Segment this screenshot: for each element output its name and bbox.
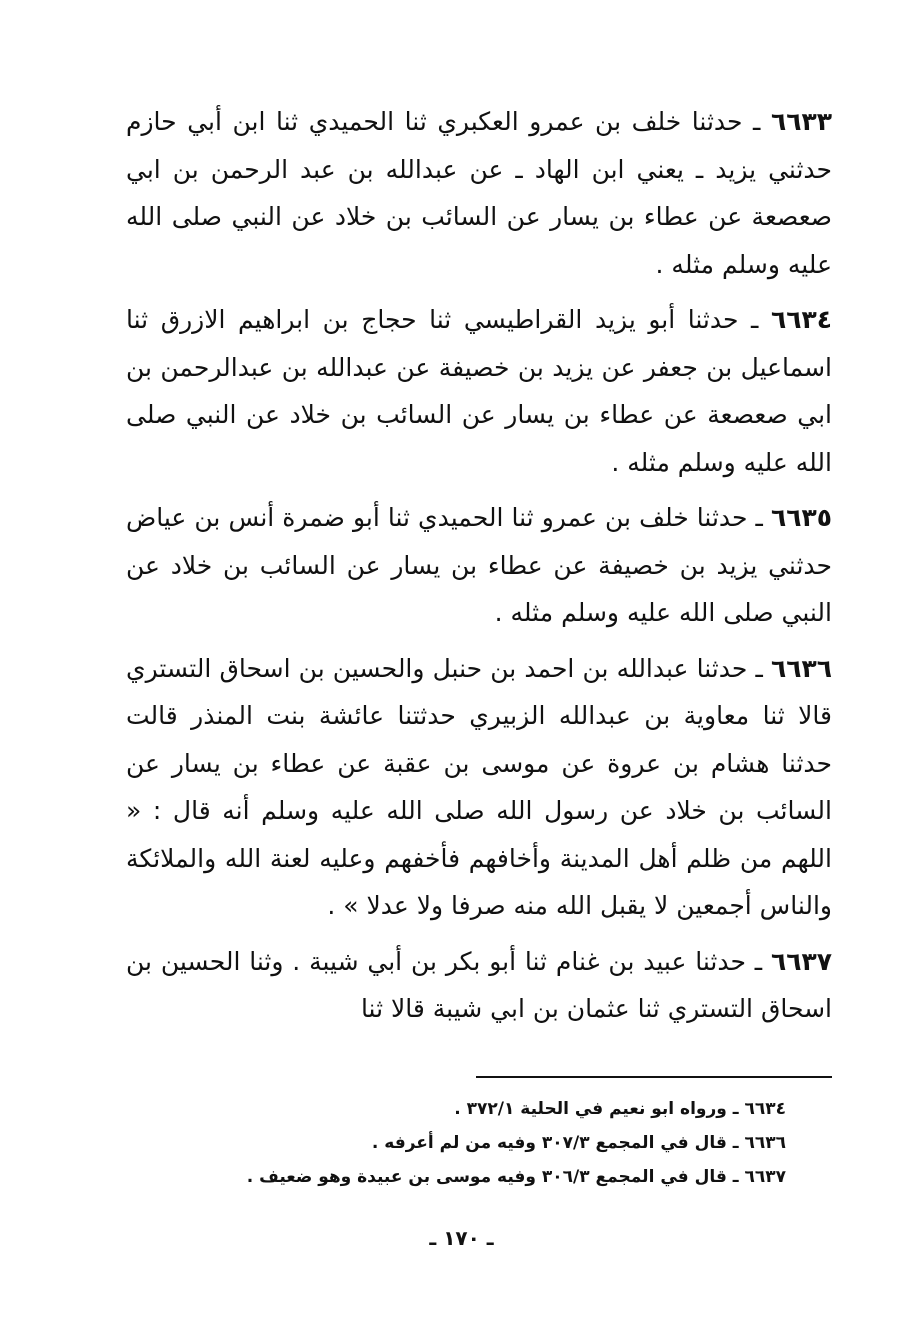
hadith-6635 [126,494,832,637]
footnotes [126,1092,786,1194]
hadith-text: ـ حدثنا عبدالله بن احمد بن حنبل والحسين بن اسحاق التستري قالا ثنا معاوية بن عبدالله الزبيري حدثتنا عائشة بنت المنذر قالت حدثنا هشام بن عروة عن موسى بن عقبة عن عطاء بن يسار عن السائب بن خلاد عن رسول الله صلى الله عليه وسلم أنه قال : « اللهم من ظلم أهل المدينة وأخافهم فأخفهم وعليه لعنة الله والملائكة والناس أجمعين لا يقبل الله منه صرفا ولا عدلا » . [126,653,832,920]
footnote: ٦٦٣٦ ـ قال في المجمع ٣٠٧/٣ وفيه من لم أعرفه . [371,1133,786,1153]
hadith-number: ٦٦٣٧ [770,946,832,976]
footnote: ٦٦٣٤ ـ ورواه ابو نعيم في الحلية ٣٧٢/١ . [454,1099,786,1119]
page-number: ـ ١٧٠ ـ [429,1226,494,1250]
hadith-text: ـ حدثنا خلف بن عمرو ثنا الحميدي ثنا أبو ضمرة أنس بن عياض حدثني يزيد بن خصيفة عن عطاء بن يسار عن السائب بن خلاد عن النبي صلى الله عليه وسلم مثله . [126,503,832,627]
footnote-divider [476,1076,832,1078]
hadith-number: ٦٦٣٣ [770,107,832,136]
hadith-6634 [126,296,832,486]
hadith-6636 [126,645,832,930]
hadith-6633 [126,98,832,288]
footnote: ٦٦٣٧ ـ قال في المجمع ٣٠٦/٣ وفيه موسى بن عبيدة وهو ضعيف . [246,1167,786,1187]
hadith-number: ٦٦٣٦ [770,653,832,683]
hadith-text: ـ حدثنا عبيد بن غنام ثنا أبو بكر بن أبي شيبة . وثنا الحسين بن اسحاق التستري ثنا عثمان بن ابي شيبة قالا ثنا [126,946,832,1023]
main-text [126,98,832,1033]
hadith-number: ٦٦٣٤ [770,305,832,334]
hadith-text: ـ حدثنا أبو يزيد القراطيسي ثنا حجاج بن ابراهيم الازرق ثنا اسماعيل بن جعفر عن يزيد بن خصيفة عن عبدالله بن عبدالرحمن بن ابي صعصعة عن عطاء بن يسار عن السائب بن خلاد عن النبي صلى الله عليه وسلم مثله . [126,305,832,477]
hadith-number: ٦٦٣٥ [770,503,832,532]
hadith-6637 [126,938,832,1033]
hadith-text: ـ حدثنا خلف بن عمرو العكبري ثنا الحميدي ثنا ابن أبي حازم حدثني يزيد ـ يعني ابن الهاد ـ عن عبدالله بن عبد الرحمن بن ابي صعصعة عن عطاء بن يسار عن السائب بن خلاد عن النبي صلى الله عليه وسلم مثله . [126,107,832,279]
